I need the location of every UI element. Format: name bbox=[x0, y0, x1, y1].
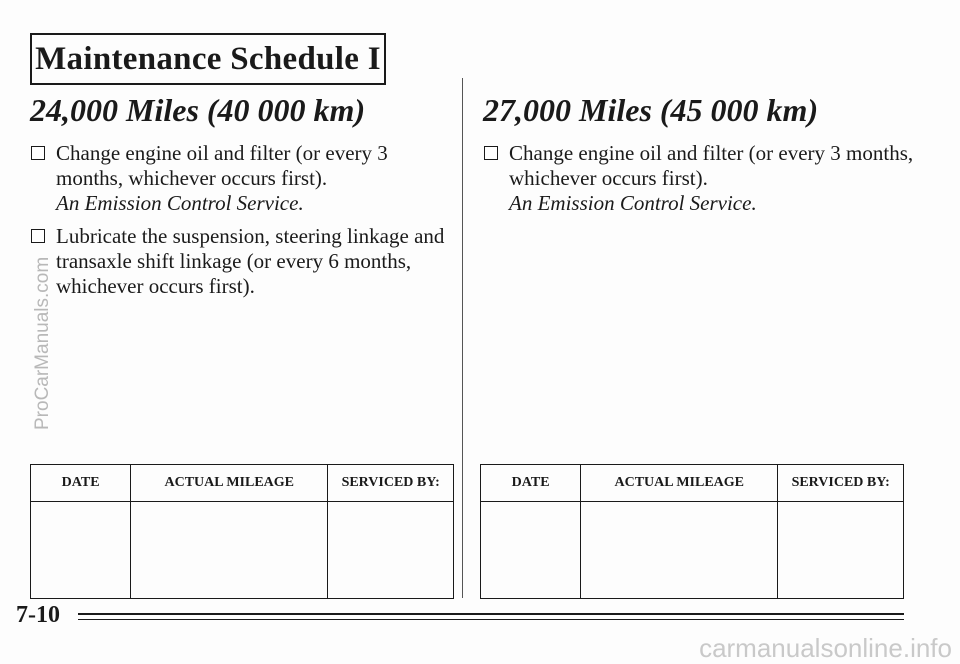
checklist-item bbox=[30, 141, 450, 216]
service-log-table-left bbox=[30, 464, 454, 599]
item-text: Lubricate the suspension, steering linkage and transaxle shift linkage (or every 6 months, whichever occurs first). bbox=[56, 224, 445, 298]
checkbox-icon bbox=[484, 146, 498, 160]
item-note: An Emission Control Service. bbox=[509, 191, 757, 215]
checklist-item bbox=[30, 224, 450, 299]
serviced-by-cell bbox=[328, 502, 454, 599]
header-actual-mileage: ACTUAL MILEAGE bbox=[581, 465, 778, 502]
checklist-item bbox=[483, 141, 923, 216]
right-heading: 27,000 Miles (45 000 km) bbox=[483, 92, 819, 128]
serviced-by-cell bbox=[778, 502, 904, 599]
date-cell bbox=[481, 502, 581, 599]
mileage-cell bbox=[581, 502, 778, 599]
right-column bbox=[483, 92, 923, 224]
item-text: Change engine oil and filter (or every 3 months, whichever occurs first). bbox=[56, 141, 388, 190]
item-note: An Emission Control Service. bbox=[56, 191, 304, 215]
left-column bbox=[30, 92, 450, 307]
left-heading: 24,000 Miles (40 000 km) bbox=[30, 92, 366, 128]
bottom-watermark: carmanualsonline.info bbox=[699, 633, 952, 663]
section-title-box bbox=[30, 33, 386, 85]
checkbox-icon bbox=[31, 229, 45, 243]
header-serviced-by: SERVICED BY: bbox=[328, 465, 454, 502]
checkbox-icon bbox=[31, 146, 45, 160]
header-date: DATE bbox=[481, 465, 581, 502]
item-text: Change engine oil and filter (or every 3 months, whichever occurs first). bbox=[509, 141, 914, 190]
header-date: DATE bbox=[31, 465, 131, 502]
table-row bbox=[481, 502, 904, 599]
side-watermark: ProCarManuals.com bbox=[32, 256, 53, 430]
date-cell bbox=[31, 502, 131, 599]
table-row bbox=[31, 502, 454, 599]
table-header-row bbox=[481, 465, 904, 502]
table-header-row bbox=[31, 465, 454, 502]
header-actual-mileage: ACTUAL MILEAGE bbox=[131, 465, 328, 502]
service-log-table-right bbox=[480, 464, 904, 599]
section-title: Maintenance Schedule I bbox=[35, 40, 381, 77]
column-divider bbox=[462, 78, 463, 598]
mileage-cell bbox=[131, 502, 328, 599]
header-serviced-by: SERVICED BY: bbox=[778, 465, 904, 502]
footer-rule-thin bbox=[78, 619, 904, 620]
footer-rule bbox=[78, 613, 904, 615]
page-number: 7-10 bbox=[16, 602, 60, 628]
